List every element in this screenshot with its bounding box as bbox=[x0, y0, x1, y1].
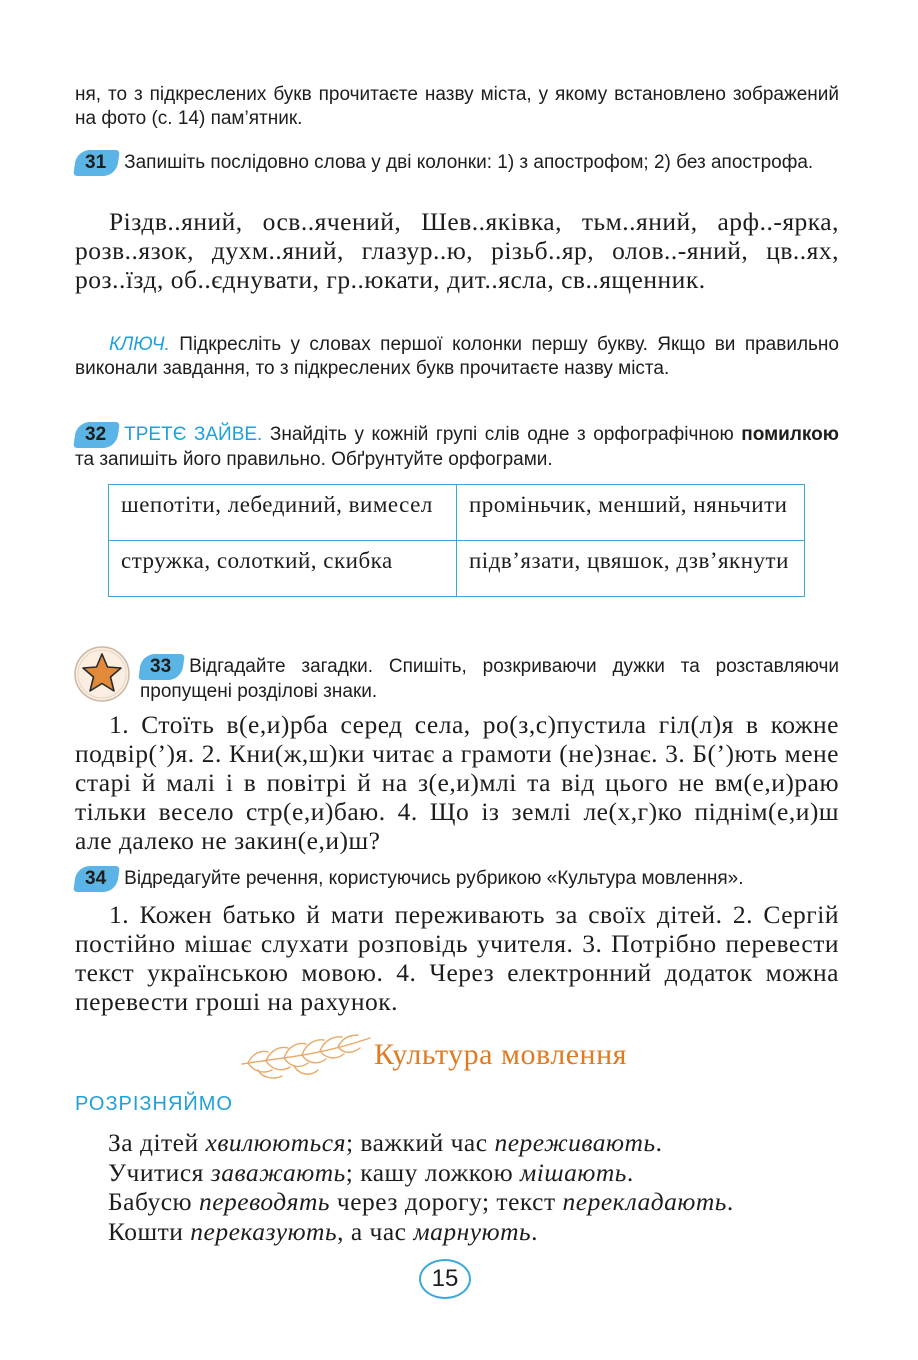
exercise-32-text-after: та запишіть його правильно. Обґрунтуйте орфограми. bbox=[75, 449, 553, 470]
exercise-32-badge: 32 bbox=[73, 422, 120, 448]
example-line: Учитися заважають; кашу ложкою мішають. bbox=[108, 1157, 634, 1187]
key-text: Підкресліть у словах першої колонки першу букву. Якщо ви правильно виконали завдання, то з підкреслених букв прочитаєте назву міста. bbox=[75, 334, 839, 379]
star-icon bbox=[73, 645, 131, 703]
exercise-33-instruction bbox=[140, 654, 839, 704]
exercise-31-words bbox=[75, 207, 839, 294]
exercise-34-instruction bbox=[75, 866, 839, 892]
exercise-31-key bbox=[75, 333, 839, 381]
exercise-31-instruction-text: Запишіть послідовно слова у дві колонки: 1) з апострофом; 2) без апострофа. bbox=[124, 152, 814, 173]
intro-paragraph bbox=[75, 83, 839, 131]
exercise-34-badge: 34 bbox=[73, 866, 120, 892]
exercise-31-instruction bbox=[75, 150, 839, 176]
table-row bbox=[109, 541, 805, 597]
exercise-34-sentences bbox=[75, 900, 839, 1016]
feather-ornament-icon bbox=[238, 1032, 374, 1084]
page-number: 15 bbox=[419, 1259, 471, 1299]
example-line: Бабусю переводять через дорогу; текст перекладають. bbox=[108, 1187, 734, 1216]
exercise-34-text: 1. Кожен батько й мати переживають за своїх дітей. 2. Сергій постійно мішає слухати розповідь учителя. 3. Потрібно перевести текст українською мовою. 4. Через електронний додаток можна перевести гроші на рахунок. bbox=[75, 900, 839, 1016]
exercise-32-bold: помилкою bbox=[741, 424, 839, 445]
intro-text: ня, то з підкреслених букв прочитаєте назву міста, у якому встановлено зображений на фото (с. 14) пам’ятник. bbox=[75, 84, 839, 129]
table-row bbox=[109, 485, 805, 541]
exercise-31-words-text: Різдв..яний, осв..ячений, Шев..яківка, тьм..яний, арф..-ярка, розв..язок, духм..яний, глазур..ю, різьб..яр, олов..-яний, цв..ях, роз..їзд, об..єднувати, гр..юкати, дит..ясла, св..ященник. bbox=[75, 207, 839, 294]
distinguish-heading: РОЗРІЗНЯЙМО bbox=[75, 1093, 233, 1115]
usage-examples bbox=[108, 1128, 734, 1246]
exercise-33-badge: 33 bbox=[138, 654, 185, 680]
exercise-32-title: ТРЕТЄ ЗАЙВЕ. bbox=[124, 424, 263, 445]
table-cell: підв’язати, цвяшок, дзв’якнути bbox=[457, 541, 805, 597]
exercise-32-instruction bbox=[75, 422, 839, 472]
culture-section-title: Культура мовлення bbox=[374, 1038, 627, 1071]
example-line: Кошти переказують, а час марнують. bbox=[108, 1216, 538, 1246]
example-line: За дітей хвилюються; важкий час переживають. bbox=[108, 1128, 663, 1157]
word-groups-table bbox=[108, 484, 805, 597]
exercise-32-text-before: Знайдіть у кожній групі слів одне з орфографічною bbox=[262, 424, 742, 445]
exercise-34-instruction-text: Відредагуйте речення, користуючись рубрикою «Культура мовлення». bbox=[124, 868, 744, 889]
table-cell: проміньчик, менший, няньчити bbox=[457, 485, 805, 541]
exercise-31-badge: 31 bbox=[73, 150, 120, 176]
table-cell: шепотіти, лебединий, вимесел bbox=[109, 485, 457, 541]
exercise-33-riddles bbox=[75, 710, 839, 855]
exercise-33-instruction-text: Відгадайте загадки. Спишіть, розкриваючи дужки та розставляючи пропущені розділові знаки. bbox=[140, 656, 839, 702]
table-cell: стружка, солоткий, скибка bbox=[109, 541, 457, 597]
key-label: КЛЮЧ. bbox=[109, 334, 170, 355]
exercise-33-text: 1. Стоїть в(е,и)рба серед села, ро(з,с)пустила гіл(л)я в кожне подвір(’)я. 2. Кни(ж,ш)ки читає а грамоти (не)знає. 3. Б(’)ють мене старі й малі і в повітрі й на з(е,и)млі та від цього не вм(е,и)раю тільки весело стр(е,и)баю. 4. Що із землі ле(х,г)ко піднім(е,и)ш але далеко не закин(е,и)ш? bbox=[75, 710, 839, 855]
